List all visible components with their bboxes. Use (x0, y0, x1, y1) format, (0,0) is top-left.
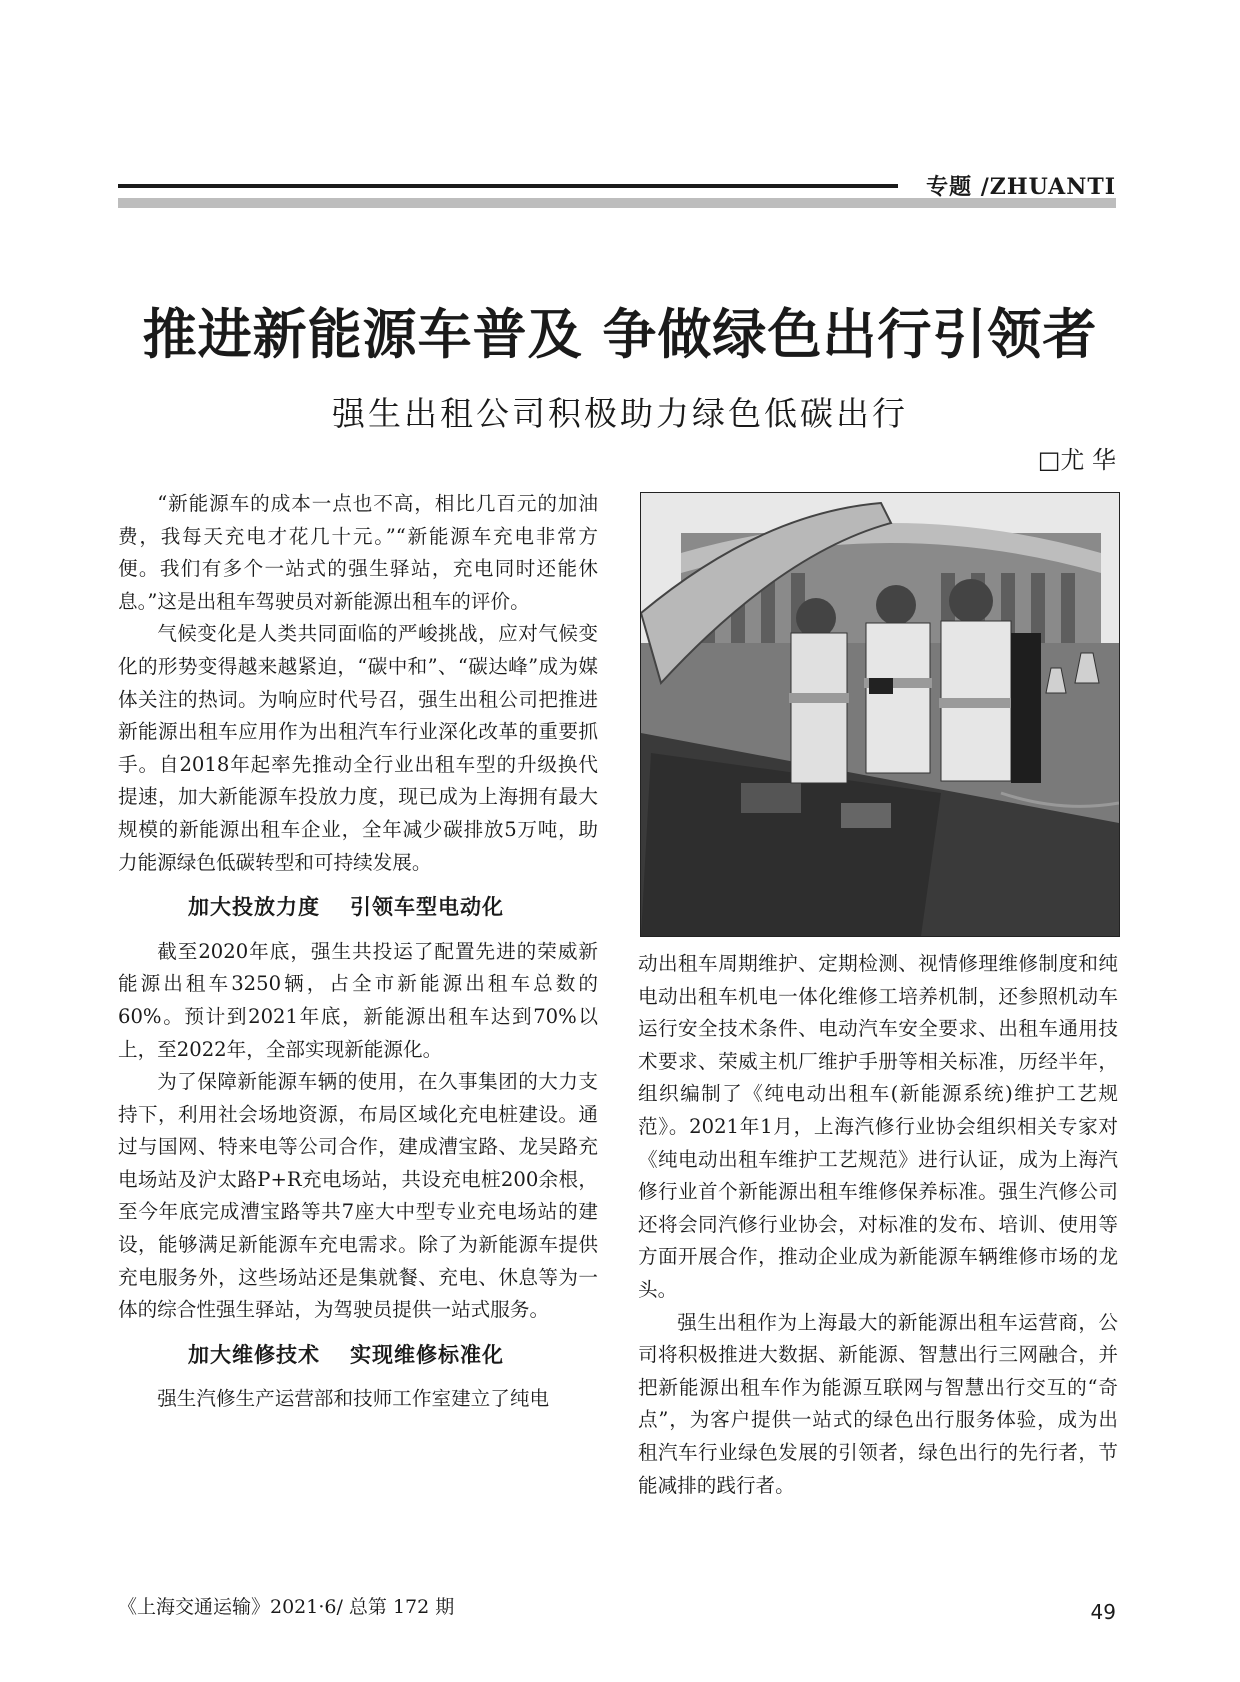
article-photo (640, 492, 1120, 937)
section2-paragraph-1-continued: 动出租车周期维护、定期检测、视情修理维修制度和纯电动出租车机电一体化维修工培养机制，还参照机动车运行安全技术条件、电动汽车安全要求、出租车通用技术要求、荣威主机厂维护手册等相关标准，历经半年，组织编制了《纯电动出租车(新能源系统)维护工艺规范》。2021年1月，上海汽修行业协会组织相关专家对《纯电动出租车维护工艺规范》进行认证，成为上海汽修行业首个新能源出租车维修保养标准。强生汽修公司还将会同汽修行业协会，对标准的发布、培训、使用等方面开展合作，推动企业成为新能源车辆维修市场的龙头。 (638, 952, 1118, 1301)
right-column (638, 948, 1118, 1502)
journal-footer: 《上海交通运输》2021·6/ 总第 172 期 (118, 1596, 455, 1618)
photo-illustration (641, 493, 1119, 936)
section1-heading-part-b: 引领车型电动化 (350, 895, 504, 920)
section2-heading-part-a: 加大维修技术 (188, 1342, 320, 1367)
section-label: 专题 /ZHUANTI (926, 174, 1116, 200)
section1-heading-part-a: 加大投放力度 (188, 895, 320, 920)
section2-heading-part-b: 实现维修标准化 (350, 1342, 504, 1367)
page-number: 49 (1090, 1600, 1116, 1624)
section2-paragraph-1-start: 强生汽修生产运营部和技师工作室建立了纯电 (157, 1387, 550, 1411)
article-title: 推进新能源车普及 争做绿色出行引领者 (142, 303, 1098, 366)
section1-paragraph-2: 为了保障新能源车辆的使用，在久事集团的大力支持下，利用社会场地资源，布局区域化充电桩建设。通过与国网、特来电等公司合作，建成漕宝路、龙吴路充电场站及沪太路P+R充电场站，共设充电桩200余根，至今年底完成漕宝路等共7座大中型专业充电场站的建设，能够满足新能源车充电需求。除了为新能源车提供充电服务外，这些场站还是集就餐、充电、休息等为一体的综合性强生驿站，为驾驶员提供一站式服务。 (118, 1070, 598, 1322)
section2-paragraph-2: 强生出租作为上海最大的新能源出租车运营商，公司将积极推进大数据、新能源、智慧出行三网融合，并把新能源出租车作为能源互联网与智慧出行交互的“奇点”，为客户提供一站式的绿色出行服务体验，成为出租汽车行业绿色发展的引领者，绿色出行的先行者，节能减排的践行者。 (638, 1310, 1118, 1497)
article-subtitle: 强生出租公司积极助力绿色低碳出行 (332, 394, 908, 433)
section1-heading (118, 891, 598, 924)
intro-paragraph-1: “新能源车的成本一点也不高，相比几百元的加油费，我每天充电才花几十元。”“新能源车充电非常方便。我们有多个一站式的强生驿站，充电同时还能休息。”这是出租车驾驶员对新能源出租车的评价。 (118, 492, 598, 613)
section2-heading (118, 1339, 598, 1372)
header-rule (118, 184, 898, 188)
article-byline: □尤 华 (1037, 446, 1116, 474)
section1-paragraph-1: 截至2020年底，强生共投运了配置先进的荣威新能源出租车3250辆，占全市新能源出租车总数的60%。预计到2021年底，新能源出租车达到70%以上，至2022年，全部实现新能源化。 (118, 939, 598, 1061)
intro-paragraph-2: 气候变化是人类共同面临的严峻挑战，应对气候变化的形势变得越来越紧迫，“碳中和”、“碳达峰”成为媒体关注的热词。为响应时代号召，强生出租公司把推进新能源出租车应用作为出租汽车行业深化改革的重要抓手。自2018年起率先推动全行业出租车型的升级换代提速，加大新能源车投放力度，现已成为上海拥有最大规模的新能源出租车企业，全年减少碳排放5万吨，助力能源绿色低碳转型和可持续发展。 (118, 622, 598, 874)
left-column (118, 488, 598, 1416)
